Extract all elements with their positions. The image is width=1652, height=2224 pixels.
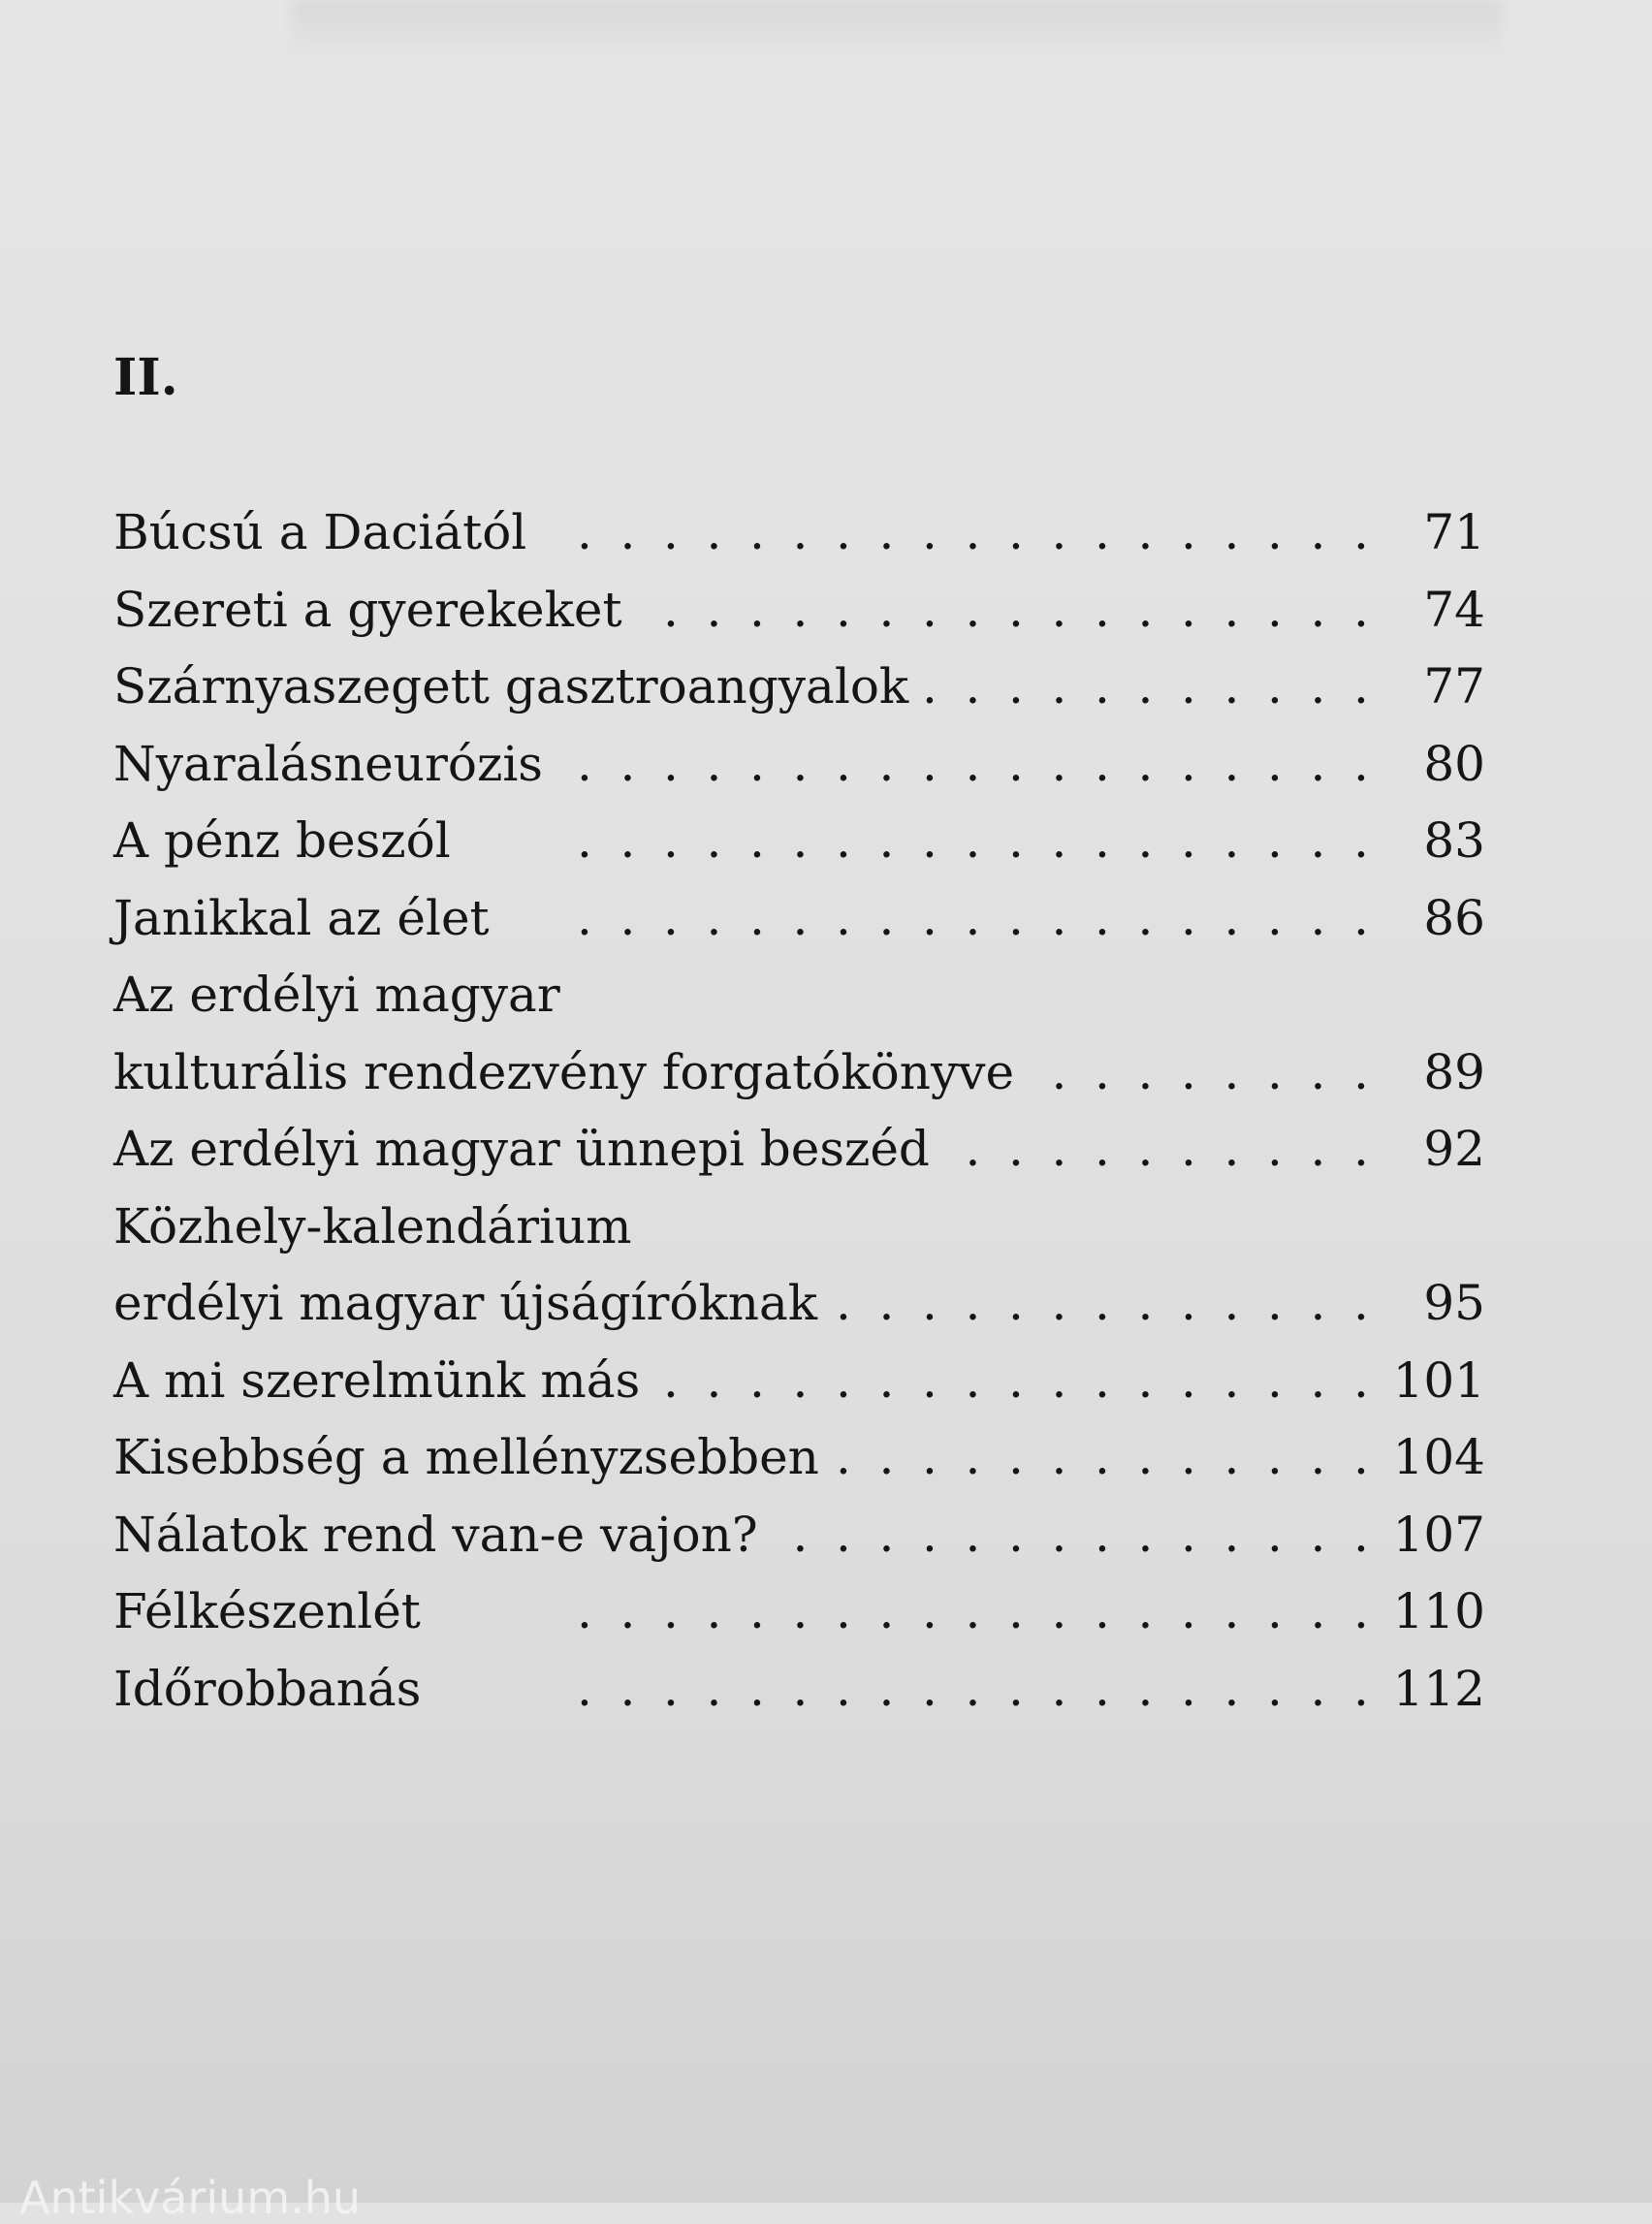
toc-entry: Kisebbség a mellényzsebben . . . . . . . . . . . . . 104: [113, 1424, 1485, 1502]
watermark-logo: Antikvárium.hu: [19, 2172, 362, 2224]
toc-entry-page: 104: [1392, 1429, 1485, 1485]
toc-entry-title: Nyaralásneurózis: [113, 735, 543, 792]
toc-entry: [113, 962, 1485, 1039]
table-of-contents: [113, 499, 1485, 1732]
toc-entry: Félkészenlét . . . . . . . . . . . . . . . . . . . 110: [113, 1578, 1485, 1656]
toc-entry-title: Janikkal az élet: [113, 889, 490, 946]
toc-entry-page: 101: [1392, 1351, 1485, 1409]
toc-entry-title: Közhely-kalendárium: [113, 1197, 632, 1255]
toc-entry-title: Félkészenlét: [113, 1583, 421, 1639]
toc-entry-page: 112: [1392, 1660, 1485, 1717]
toc-entry-title: Az erdélyi magyar ünnepi beszéd: [113, 1121, 930, 1177]
toc-entry: Szereti a gyerekeket . . . . . . . . . . . . . . . . . 74: [113, 577, 1485, 654]
toc-entry-title: Az erdélyi magyar: [113, 967, 560, 1023]
toc-entry-title: A mi szerelmünk más: [113, 1351, 641, 1409]
toc-entry-title: erdélyi magyar újságíróknak: [113, 1275, 818, 1331]
toc-entry-page: 92: [1423, 1121, 1485, 1177]
toc-entry-title: A pénz beszól: [113, 812, 451, 869]
toc-entry-title: Szárnyaszegett gasztroangyalok: [113, 658, 909, 715]
toc-entry-page: 95: [1423, 1275, 1485, 1331]
toc-entry-title: Szereti a gyerekeket: [113, 581, 622, 638]
toc-entry: Az erdélyi magyar ünnepi beszéd . . . . . . . . . . 92: [113, 1116, 1485, 1193]
toc-entry-title: Nálatok rend van-e vajon?: [113, 1506, 758, 1563]
toc-entry: Nálatok rend van-e vajon? . . . . . . . . . . . . . . 107: [113, 1502, 1485, 1579]
section-heading: II.: [113, 348, 178, 407]
toc-entry-page: 107: [1392, 1506, 1485, 1563]
toc-entry: Időrobbanás . . . . . . . . . . . . . . . . . . . 112: [113, 1656, 1485, 1733]
toc-entry-page: 74: [1423, 581, 1485, 638]
toc-entry-page: 77: [1423, 658, 1485, 715]
toc-entry: Nyaralásneurózis . . . . . . . . . . . . . . . . . . . 80: [113, 731, 1485, 809]
toc-entry: Búcsú a Daciától . . . . . . . . . . . . . . . . . . . 71: [113, 499, 1485, 577]
toc-entry-page: 83: [1423, 812, 1485, 869]
show-through-bleed: [291, 0, 1503, 58]
toc-entry: kulturális rendezvény forgatókönyve . . . . . . . . 89: [113, 1039, 1485, 1117]
toc-entry: A pénz beszól . . . . . . . . . . . . . . . . . . . 83: [113, 808, 1485, 885]
toc-entry-title: Kisebbség a mellényzsebben: [113, 1429, 819, 1485]
toc-entry-page: 86: [1423, 889, 1485, 946]
toc-entry: A mi szerelmünk más . . . . . . . . . . . . . . . . . 101: [113, 1348, 1485, 1425]
toc-entry: Szárnyaszegett gasztroangyalok . . . . . . . . . . . 77: [113, 653, 1485, 731]
toc-entry-page: 80: [1423, 735, 1485, 792]
toc-entry-title: kulturális rendezvény forgatókönyve: [113, 1043, 1015, 1100]
toc-entry-title: Időrobbanás: [113, 1660, 422, 1717]
toc-entry: Janikkal az élet . . . . . . . . . . . . . . . . . . . 86: [113, 885, 1485, 963]
toc-entry-title: Búcsú a Daciától: [113, 504, 527, 560]
toc-entry: [113, 1193, 1485, 1271]
toc-entry: erdélyi magyar újságíróknak . . . . . . . . . . . . . 95: [113, 1270, 1485, 1348]
toc-entry-page: 71: [1423, 504, 1485, 560]
toc-entry-page: 110: [1392, 1583, 1485, 1639]
toc-entry-page: 89: [1423, 1043, 1485, 1100]
